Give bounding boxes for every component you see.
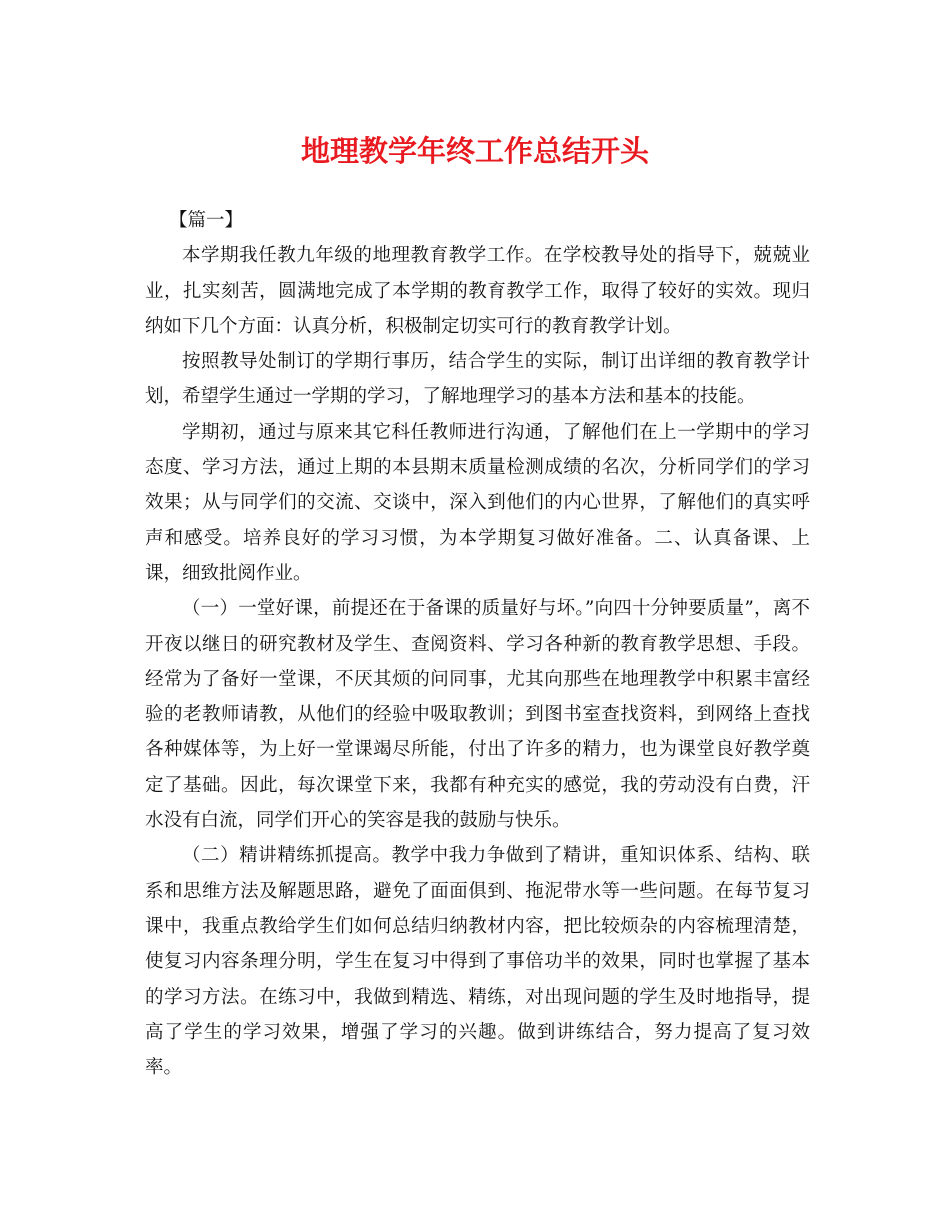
paragraph: （二）精讲精练抓提高。教学中我力争做到了精讲，重知识体系、结构、联系和思维方法及解题思路，避免了面面俱到、拖泥带水等一些问题。在每节复习课中，我重点教给学生们如何总结归纳教材内容，把比较烦杂的内容梳理清楚，使复习内容条理分明，学生在复习中得到了事倍功半的效果，同时也掌握了基本的学习方法。在练习中，我做到精选、精练，对出现问题的学生及时地指导，提高了学生的学习效果，增强了学习的兴趣。做到讲练结合，努力提高了复习效率。 [145,845,810,1079]
paragraph: 学期初，通过与原来其它科任教师进行沟通，了解他们在上一学期中的学习态度、学习方法，通过上期的本县期末质量检测成绩的名次，分析同学们的学习效果；从与同学们的交流、交谈中，深入到他们的内心世界，了解他们的真实呼声和感受。培养良好的学习习惯，为本学期复习做好准备。二、认真备课、上课，细致批阅作业。 [145,421,810,584]
document-title: 地理教学年终工作总结开头 [300,134,649,168]
document-body [145,203,810,1085]
paragraph: （一）一堂好课，前提还在于备课的质量好与坏。”向四十分钟要质量”，离不开夜以继日的研究教材及学生、查阅资料、学习各种新的教育教学思想、手段。经常为了备好一堂课，不厌其烦的问同事，尤其向那些在地理教学中积累丰富经验的老教师请教，从他们的经验中吸取教训；到图书室查找资料，到网络上查找各种媒体等，为上好一堂课竭尽所能，付出了许多的精力，也为课堂良好教学奠定了基础。因此，每次课堂下来，我都有种充实的感觉，我的劳动没有白费，汗水没有白流，同学们开心的笑容是我的鼓励与快乐。 [145,598,810,832]
paragraph: 按照教导处制订的学期行事历，结合学生的实际，制订出详细的教育教学计划，希望学生通过一学期的学习，了解地理学习的基本方法和基本的技能。 [145,351,810,408]
section-label: 【篇一】 [169,210,244,231]
paragraph: 本学期我任教九年级的地理教育教学工作。在学校教导处的指导下，兢兢业业，扎实刻苦，圆满地完成了本学期的教育教学工作，取得了较好的实效。现归纳如下几个方面：认真分析，积极制定切实可行的教育教学计划。 [145,245,810,337]
